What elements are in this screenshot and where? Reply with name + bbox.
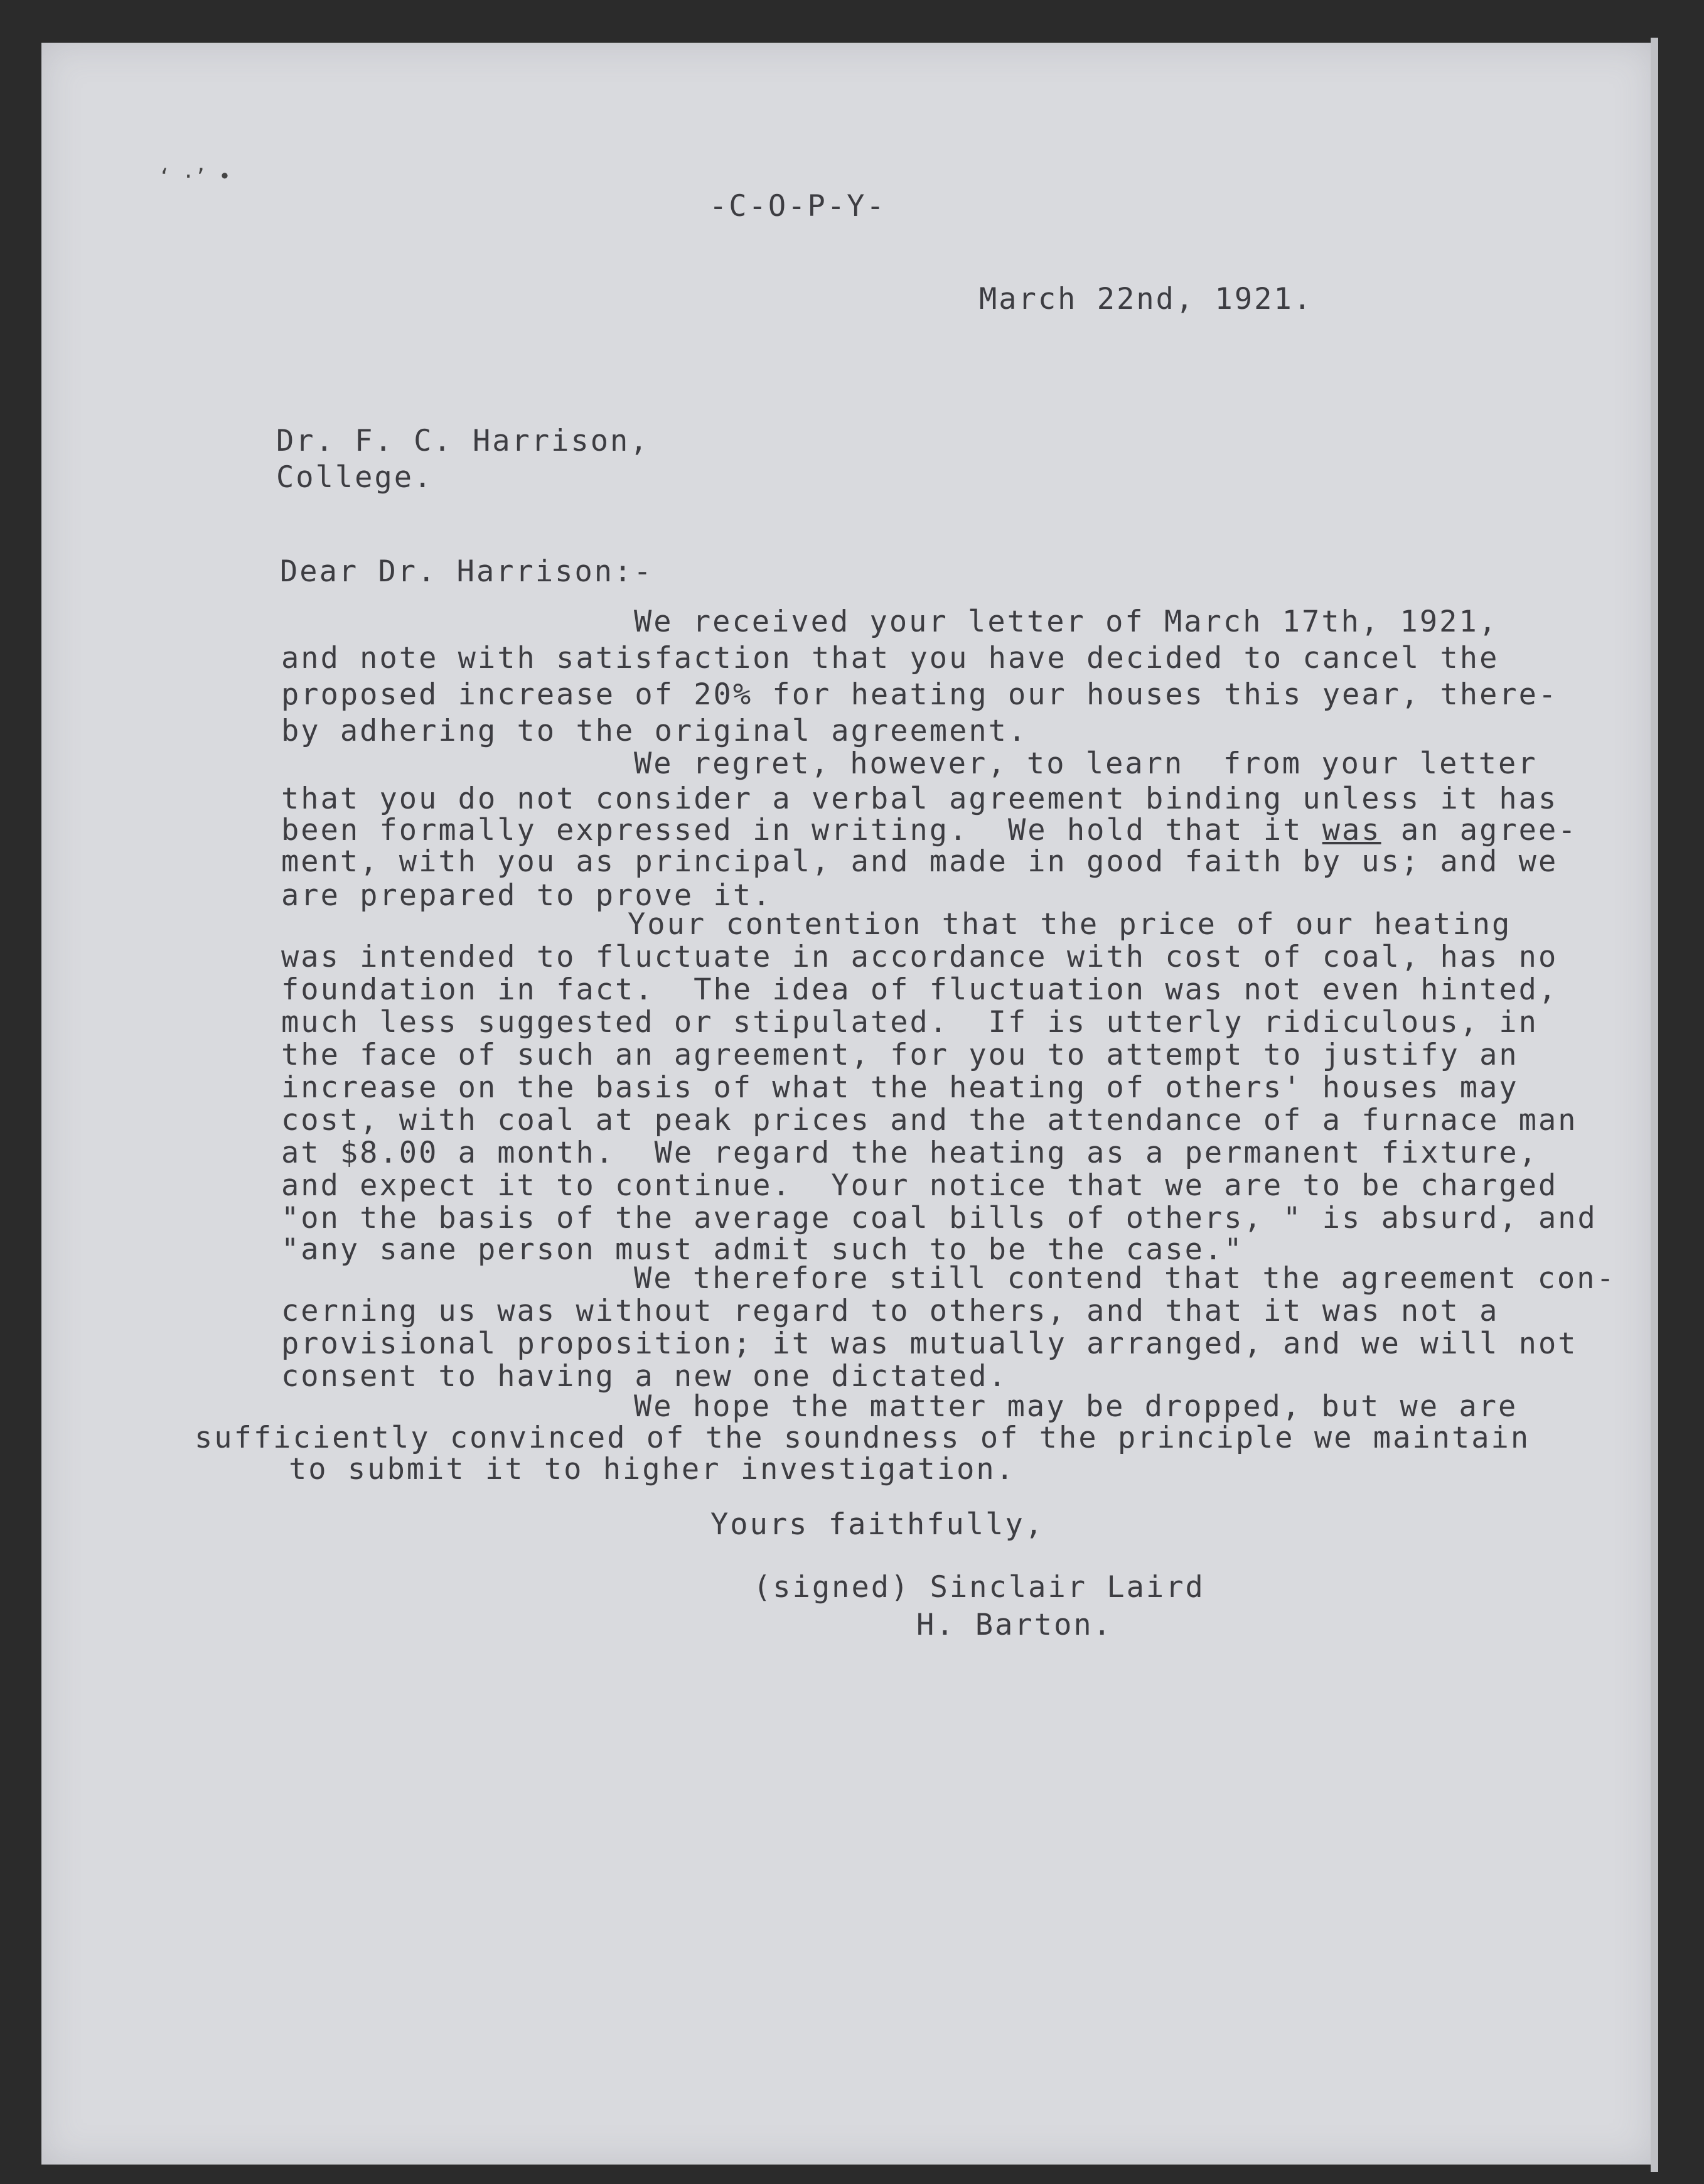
body-line: "on the basis of the average coal bills of others, " is absurd, and xyxy=(281,1201,1597,1235)
body-line: and expect it to continue. Your notice that we are to be charged xyxy=(281,1168,1558,1203)
body-line: cerning us was without regard to others, and that it was not a xyxy=(281,1294,1499,1328)
closing: Yours faithfully, xyxy=(710,1507,1045,1542)
body-line: cost, with coal at peak prices and the attendance of a furnace man xyxy=(281,1103,1578,1138)
body-line: the face of such an agreement, for you to attempt to justify an xyxy=(281,1038,1519,1072)
body-line: ment, with you as principal, and made in good faith by us; and we xyxy=(281,844,1558,879)
page-edge xyxy=(1651,38,1658,2172)
body-line: We received your letter of March 17th, 1921, xyxy=(634,605,1499,639)
signature-line-1: (signed) Sinclair Laird xyxy=(753,1570,1205,1605)
body-line: by adhering to the original agreement. xyxy=(281,714,1028,748)
body-line: sufficiently convinced of the soundness of the principle we maintain xyxy=(195,1421,1531,1455)
recipient-name: Dr. F. C. Harrison, xyxy=(276,424,650,458)
body-line: are prepared to prove it. xyxy=(281,878,773,913)
body-line: that you do not consider a verbal agreement binding unless it has xyxy=(281,782,1558,816)
body-line: "any sane person must admit such to be the case." xyxy=(281,1232,1244,1267)
signature-line-2: H. Barton. xyxy=(916,1608,1113,1642)
body-line: at $8.00 a month. We regard the heating as a permanent fixture, xyxy=(281,1136,1538,1170)
body-line: much less suggested or stipulated. If is utterly ridiculous, in xyxy=(281,1005,1538,1040)
body-line: increase on the basis of what the heating of others' houses may xyxy=(281,1070,1519,1105)
stray-ink-marks: ‘ ·’ • xyxy=(158,164,231,188)
body-line: consent to having a new one dictated. xyxy=(281,1359,1008,1394)
body-line: provisional proposition; it was mutually arranged, and we will not xyxy=(281,1326,1578,1361)
body-line: We hope the matter may be dropped, but we are xyxy=(634,1389,1518,1424)
body-line: foundation in fact. The idea of fluctuation was not even hinted, xyxy=(281,972,1558,1007)
body-line: was intended to fluctuate in accordance with cost of coal, has no xyxy=(281,940,1558,974)
body-line: Your contention that the price of our heating xyxy=(628,907,1512,942)
body-text: an agree- xyxy=(1381,813,1578,847)
letter-date: March 22nd, 1921. xyxy=(979,282,1314,316)
body-line: proposed increase of 20% for heating our houses this year, there- xyxy=(281,677,1558,712)
recipient-address: College. xyxy=(276,460,434,495)
underlined-word: was xyxy=(1322,813,1381,847)
body-line: and note with satisfaction that you have decided to cancel the xyxy=(281,641,1499,675)
copy-header: -C-O-P-Y- xyxy=(709,189,886,223)
salutation: Dear Dr. Harrison:- xyxy=(280,554,653,589)
body-line: We therefore still contend that the agreement con- xyxy=(634,1261,1616,1296)
body-text: been formally expressed in writing. We hold that it xyxy=(281,813,1303,847)
body-line: to submit it to higher investigation. xyxy=(289,1452,1015,1487)
body-line: We regret, however, to learn from your letter xyxy=(634,746,1538,781)
